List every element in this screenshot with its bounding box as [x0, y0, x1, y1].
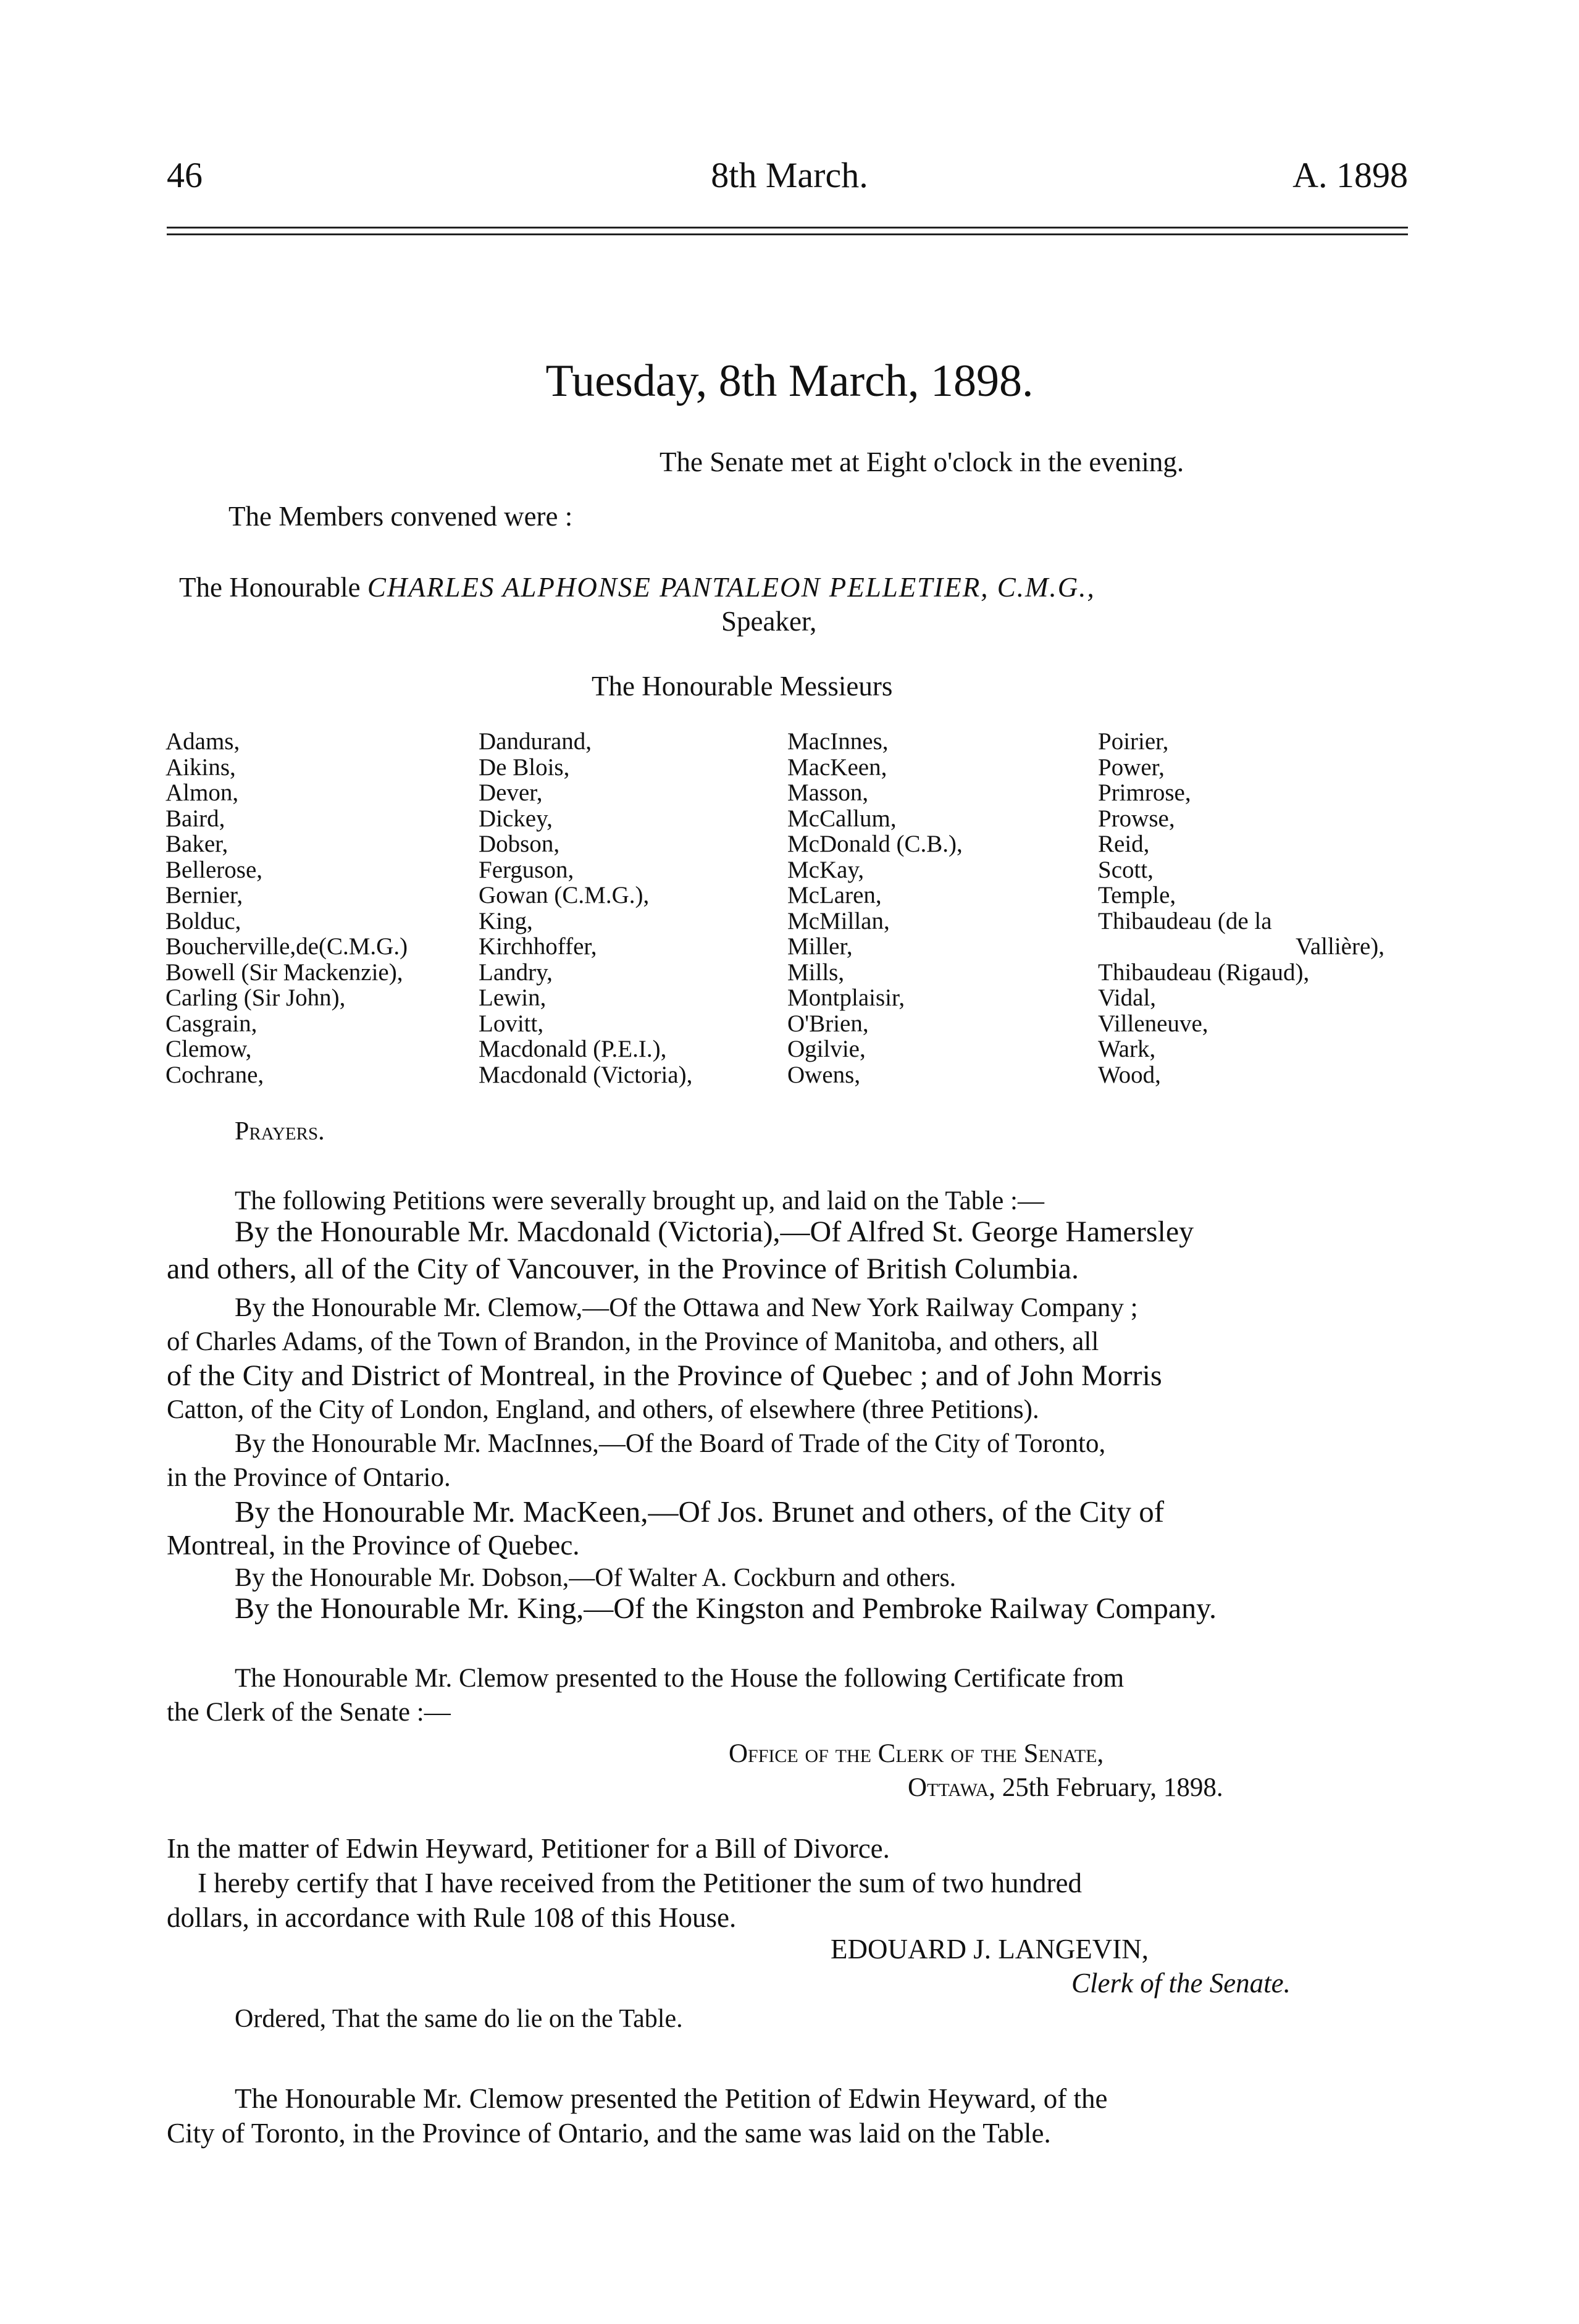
- header-date: 8th March.: [711, 155, 868, 195]
- certificate-ordered: Ordered, That the same do lie on the Table.: [235, 2005, 683, 2033]
- members-column-2: [479, 729, 692, 1088]
- messieurs-heading: The Honourable Messieurs: [592, 671, 893, 702]
- member-name: Gowan (C.M.G.),: [479, 882, 650, 908]
- member-name: Wood,: [1098, 1061, 1161, 1088]
- met-line: The Senate met at Eight o'clock in the evening.: [660, 447, 1184, 477]
- member-name: McDonald (C.B.),: [787, 831, 963, 857]
- prayers-heading: Prayers.: [235, 1117, 325, 1146]
- member-name: Clemow,: [165, 1036, 252, 1062]
- header-rule-bottom: [167, 233, 1408, 235]
- member-name: Almon,: [165, 779, 239, 806]
- member-name: Vidal,: [1098, 984, 1157, 1011]
- member-name: Macdonald (Victoria),: [479, 1061, 693, 1088]
- member-name: Landry,: [479, 959, 553, 986]
- speaker-name: CHARLES ALPHONSE PANTALEON PELLETIER, C.M.G.,: [367, 572, 1095, 603]
- petition-clemow: By the Honourable Mr. Clemow,—Of the Ottawa and New York Railway Company ; of Charles Adams, of the Town of Brandon, in the Province of Manitoba, and others, all of the City and District of Montreal, in the Province of Quebec ; and of John Morris Catton, of the City of London, England, and others, of elsewhere (three Petitions).: [167, 1293, 1162, 1424]
- member-name: Macdonald (P.E.I.),: [479, 1036, 667, 1062]
- member-name: Ferguson,: [479, 856, 574, 883]
- certificate-signatory-title: Clerk of the Senate.: [1071, 1968, 1291, 1999]
- member-name: McKay,: [787, 856, 865, 883]
- member-name: Montplaisir,: [787, 984, 905, 1011]
- certificate-signatory: EDOUARD J. LANGEVIN,: [831, 1934, 1149, 1965]
- final-paragraph: The Honourable Mr. Clemow presented the Petition of Edwin Heyward, of the City of Toronto, in the Province of Ontario, and the same was laid on the Table.: [167, 2083, 1108, 2149]
- certificate-intro: The Honourable Mr. Clemow presented to the House the following Certificate from the Clerk of the Senate :—: [167, 1664, 1125, 1727]
- petition-macdonald: By the Honourable Mr. Macdonald (Victoria),—Of Alfred St. George Hamersley and others, all of the City of Vancouver, in the Province of British Columbia.: [167, 1215, 1194, 1285]
- header-year: A. 1898: [1292, 155, 1408, 195]
- member-name: McMillan,: [787, 907, 890, 934]
- member-name: Kirchhoffer,: [479, 933, 597, 960]
- petition-dobson: By the Honourable Mr. Dobson,—Of Walter A. Cockburn and others.: [235, 1564, 957, 1592]
- speaker-line: [179, 571, 1095, 603]
- page-title: Tuesday, 8th March, 1898.: [545, 356, 1034, 406]
- member-name: Lewin,: [479, 984, 547, 1011]
- member-name: King,: [479, 907, 533, 934]
- member-name: Cochrane,: [165, 1061, 264, 1088]
- member-name: Baird,: [165, 805, 225, 832]
- member-name: Poirier,: [1098, 728, 1169, 755]
- header-rule-top: [167, 227, 1408, 229]
- member-name: Vallière),: [1296, 933, 1385, 960]
- member-name: De Blois,: [479, 753, 570, 781]
- member-name: Carling (Sir John),: [165, 984, 346, 1011]
- member-name: Thibaudeau (Rigaud),: [1098, 959, 1310, 986]
- member-name: O'Brien,: [787, 1010, 869, 1037]
- petition-macinnes: By the Honourable Mr. MacInnes,—Of the Board of Trade of the City of Toronto, in the Province of Ontario.: [167, 1429, 1106, 1492]
- page-number: 46: [167, 155, 203, 195]
- member-name: McCallum,: [787, 805, 897, 832]
- convened-line: The Members convened were :: [228, 501, 573, 532]
- member-name: Ogilvie,: [787, 1036, 866, 1062]
- members-column-3: [787, 729, 963, 1088]
- member-name: Baker,: [165, 831, 228, 857]
- member-name: Lovitt,: [479, 1010, 544, 1037]
- member-name: Dickey,: [479, 805, 553, 832]
- member-name: Adams,: [165, 728, 240, 755]
- member-name: Miller,: [787, 933, 853, 960]
- member-name: MacKeen,: [787, 753, 887, 781]
- member-name: Bernier,: [165, 882, 243, 908]
- speaker-prefix: The Honourable: [179, 572, 361, 603]
- member-name: Masson,: [787, 779, 869, 806]
- certificate-body: In the matter of Edwin Heyward, Petitioner for a Bill of Divorce. I hereby certify that I have received from the Petitioner the sum of two hundred dollars, in accordance with Rule 108 of this House.: [167, 1833, 1082, 1933]
- member-name: Thibaudeau (de la: [1098, 907, 1272, 934]
- member-name: Prowse,: [1098, 805, 1175, 832]
- member-name: Scott,: [1098, 856, 1154, 883]
- member-name: Power,: [1098, 753, 1165, 781]
- member-name: Wark,: [1098, 1036, 1156, 1062]
- member-name: Temple,: [1098, 882, 1176, 908]
- member-name: Boucherville,de(C.M.G.): [165, 933, 408, 960]
- members-column-1: [165, 729, 408, 1088]
- member-name: Casgrain,: [165, 1010, 258, 1037]
- petition-mackeen: By the Honourable Mr. MacKeen,—Of Jos. Brunet and others, of the City of Montreal, in the Province of Quebec.: [167, 1495, 1165, 1561]
- member-name: Bolduc,: [165, 907, 241, 934]
- member-name: Mills,: [787, 959, 845, 986]
- member-name: Dobson,: [479, 831, 560, 857]
- certificate-office: Office of the Clerk of the Senate,: [729, 1739, 1104, 1768]
- petition-king: By the Honourable Mr. King,—Of the Kingston and Pembroke Railway Company.: [235, 1592, 1217, 1625]
- member-name: Reid,: [1098, 831, 1150, 857]
- speaker-role: Speaker,: [721, 606, 817, 637]
- member-name: Dever,: [479, 779, 543, 806]
- member-name: Bowell (Sir Mackenzie),: [165, 959, 403, 986]
- member-name: Dandurand,: [479, 728, 592, 755]
- member-name: MacInnes,: [787, 728, 889, 755]
- member-name: Villeneuve,: [1098, 1010, 1208, 1037]
- petitions-intro: The following Petitions were severally brought up, and laid on the Table :—: [235, 1186, 1044, 1215]
- member-name: Aikins,: [165, 753, 236, 781]
- member-name: Primrose,: [1098, 779, 1191, 806]
- members-column-4: [1098, 729, 1384, 1088]
- member-name: Bellerose,: [165, 856, 263, 883]
- member-name: McLaren,: [787, 882, 882, 908]
- certificate-place-date: Ottawa, 25th February, 1898.: [908, 1773, 1223, 1802]
- member-name: Owens,: [787, 1061, 861, 1088]
